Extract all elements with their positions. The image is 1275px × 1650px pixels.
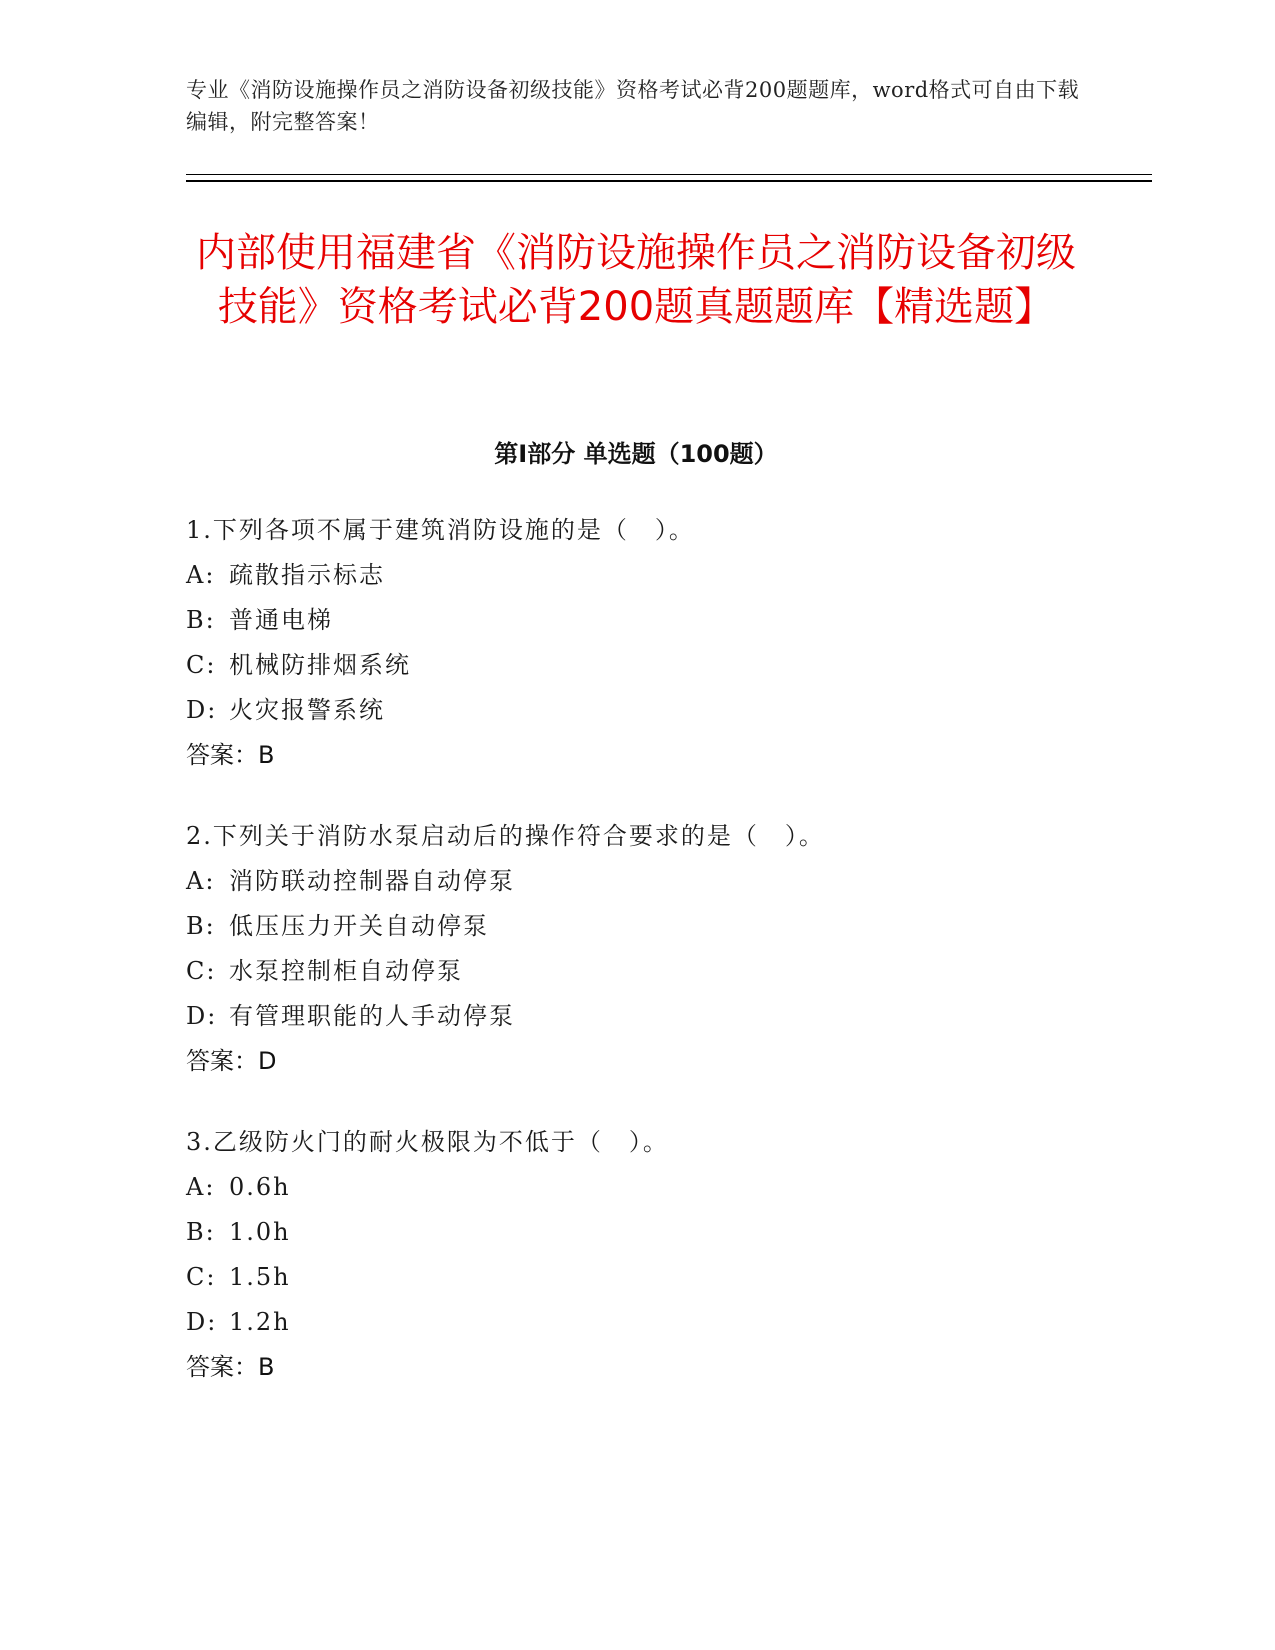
section-title: 第Ⅰ部分 单选题（100题）	[494, 440, 778, 468]
option-key: C:	[186, 957, 217, 985]
option-c	[186, 949, 1086, 994]
option-b	[186, 904, 1086, 949]
option-key: D:	[186, 1308, 218, 1336]
header-divider-thick	[186, 180, 1152, 182]
option-d	[186, 994, 1086, 1039]
question-stem: 2.下列关于消防水泵启动后的操作符合要求的是（ ）。	[186, 822, 825, 850]
option-key: A:	[186, 1173, 216, 1201]
question-stem: 1.下列各项不属于建筑消防设施的是（ ）。	[186, 516, 695, 544]
option-text: 1.0h	[229, 1218, 291, 1246]
option-text: 有管理职能的人手动停泵	[229, 1002, 515, 1030]
option-text: 机械防排烟系统	[229, 651, 411, 679]
option-text: 普通电梯	[229, 606, 333, 634]
document-title: 内部使用福建省《消防设施操作员之消防设备初级技能》资格考试必背200题真题题库【精选题】	[196, 230, 1076, 330]
option-key: A:	[186, 867, 216, 895]
question-stem: 3.乙级防火门的耐火极限为不低于（ ）。	[186, 1128, 669, 1156]
option-b	[186, 1210, 1086, 1255]
option-c	[186, 643, 1086, 688]
option-text: 1.2h	[229, 1308, 291, 1336]
question-1	[186, 508, 1086, 778]
option-c	[186, 1255, 1086, 1300]
option-key: B:	[186, 912, 216, 940]
option-d	[186, 688, 1086, 733]
answer: 答案：B	[186, 741, 275, 769]
option-d	[186, 1300, 1086, 1345]
option-key: C:	[186, 651, 217, 679]
option-text: 0.6h	[229, 1173, 291, 1201]
option-key: B:	[186, 606, 216, 634]
option-key: C:	[186, 1263, 217, 1291]
option-b	[186, 598, 1086, 643]
option-text: 疏散指示标志	[229, 561, 385, 589]
option-a	[186, 1165, 1086, 1210]
question-2	[186, 814, 1086, 1084]
option-a	[186, 859, 1086, 904]
option-text: 火灾报警系统	[229, 696, 385, 724]
question-3	[186, 1120, 1086, 1390]
option-key: B:	[186, 1218, 216, 1246]
option-key: D:	[186, 696, 218, 724]
header-divider-thin	[186, 174, 1152, 175]
answer: 答案：D	[186, 1047, 277, 1075]
option-key: D:	[186, 1002, 218, 1030]
header-note: 专业《消防设施操作员之消防设备初级技能》资格考试必背200题题库，word格式可自由下载编辑，附完整答案！	[186, 78, 1080, 134]
answer: 答案：B	[186, 1353, 275, 1381]
option-text: 水泵控制柜自动停泵	[229, 957, 463, 985]
option-a	[186, 553, 1086, 598]
option-key: A:	[186, 561, 216, 589]
option-text: 低压压力开关自动停泵	[229, 912, 489, 940]
option-text: 1.5h	[229, 1263, 291, 1291]
option-text: 消防联动控制器自动停泵	[229, 867, 515, 895]
